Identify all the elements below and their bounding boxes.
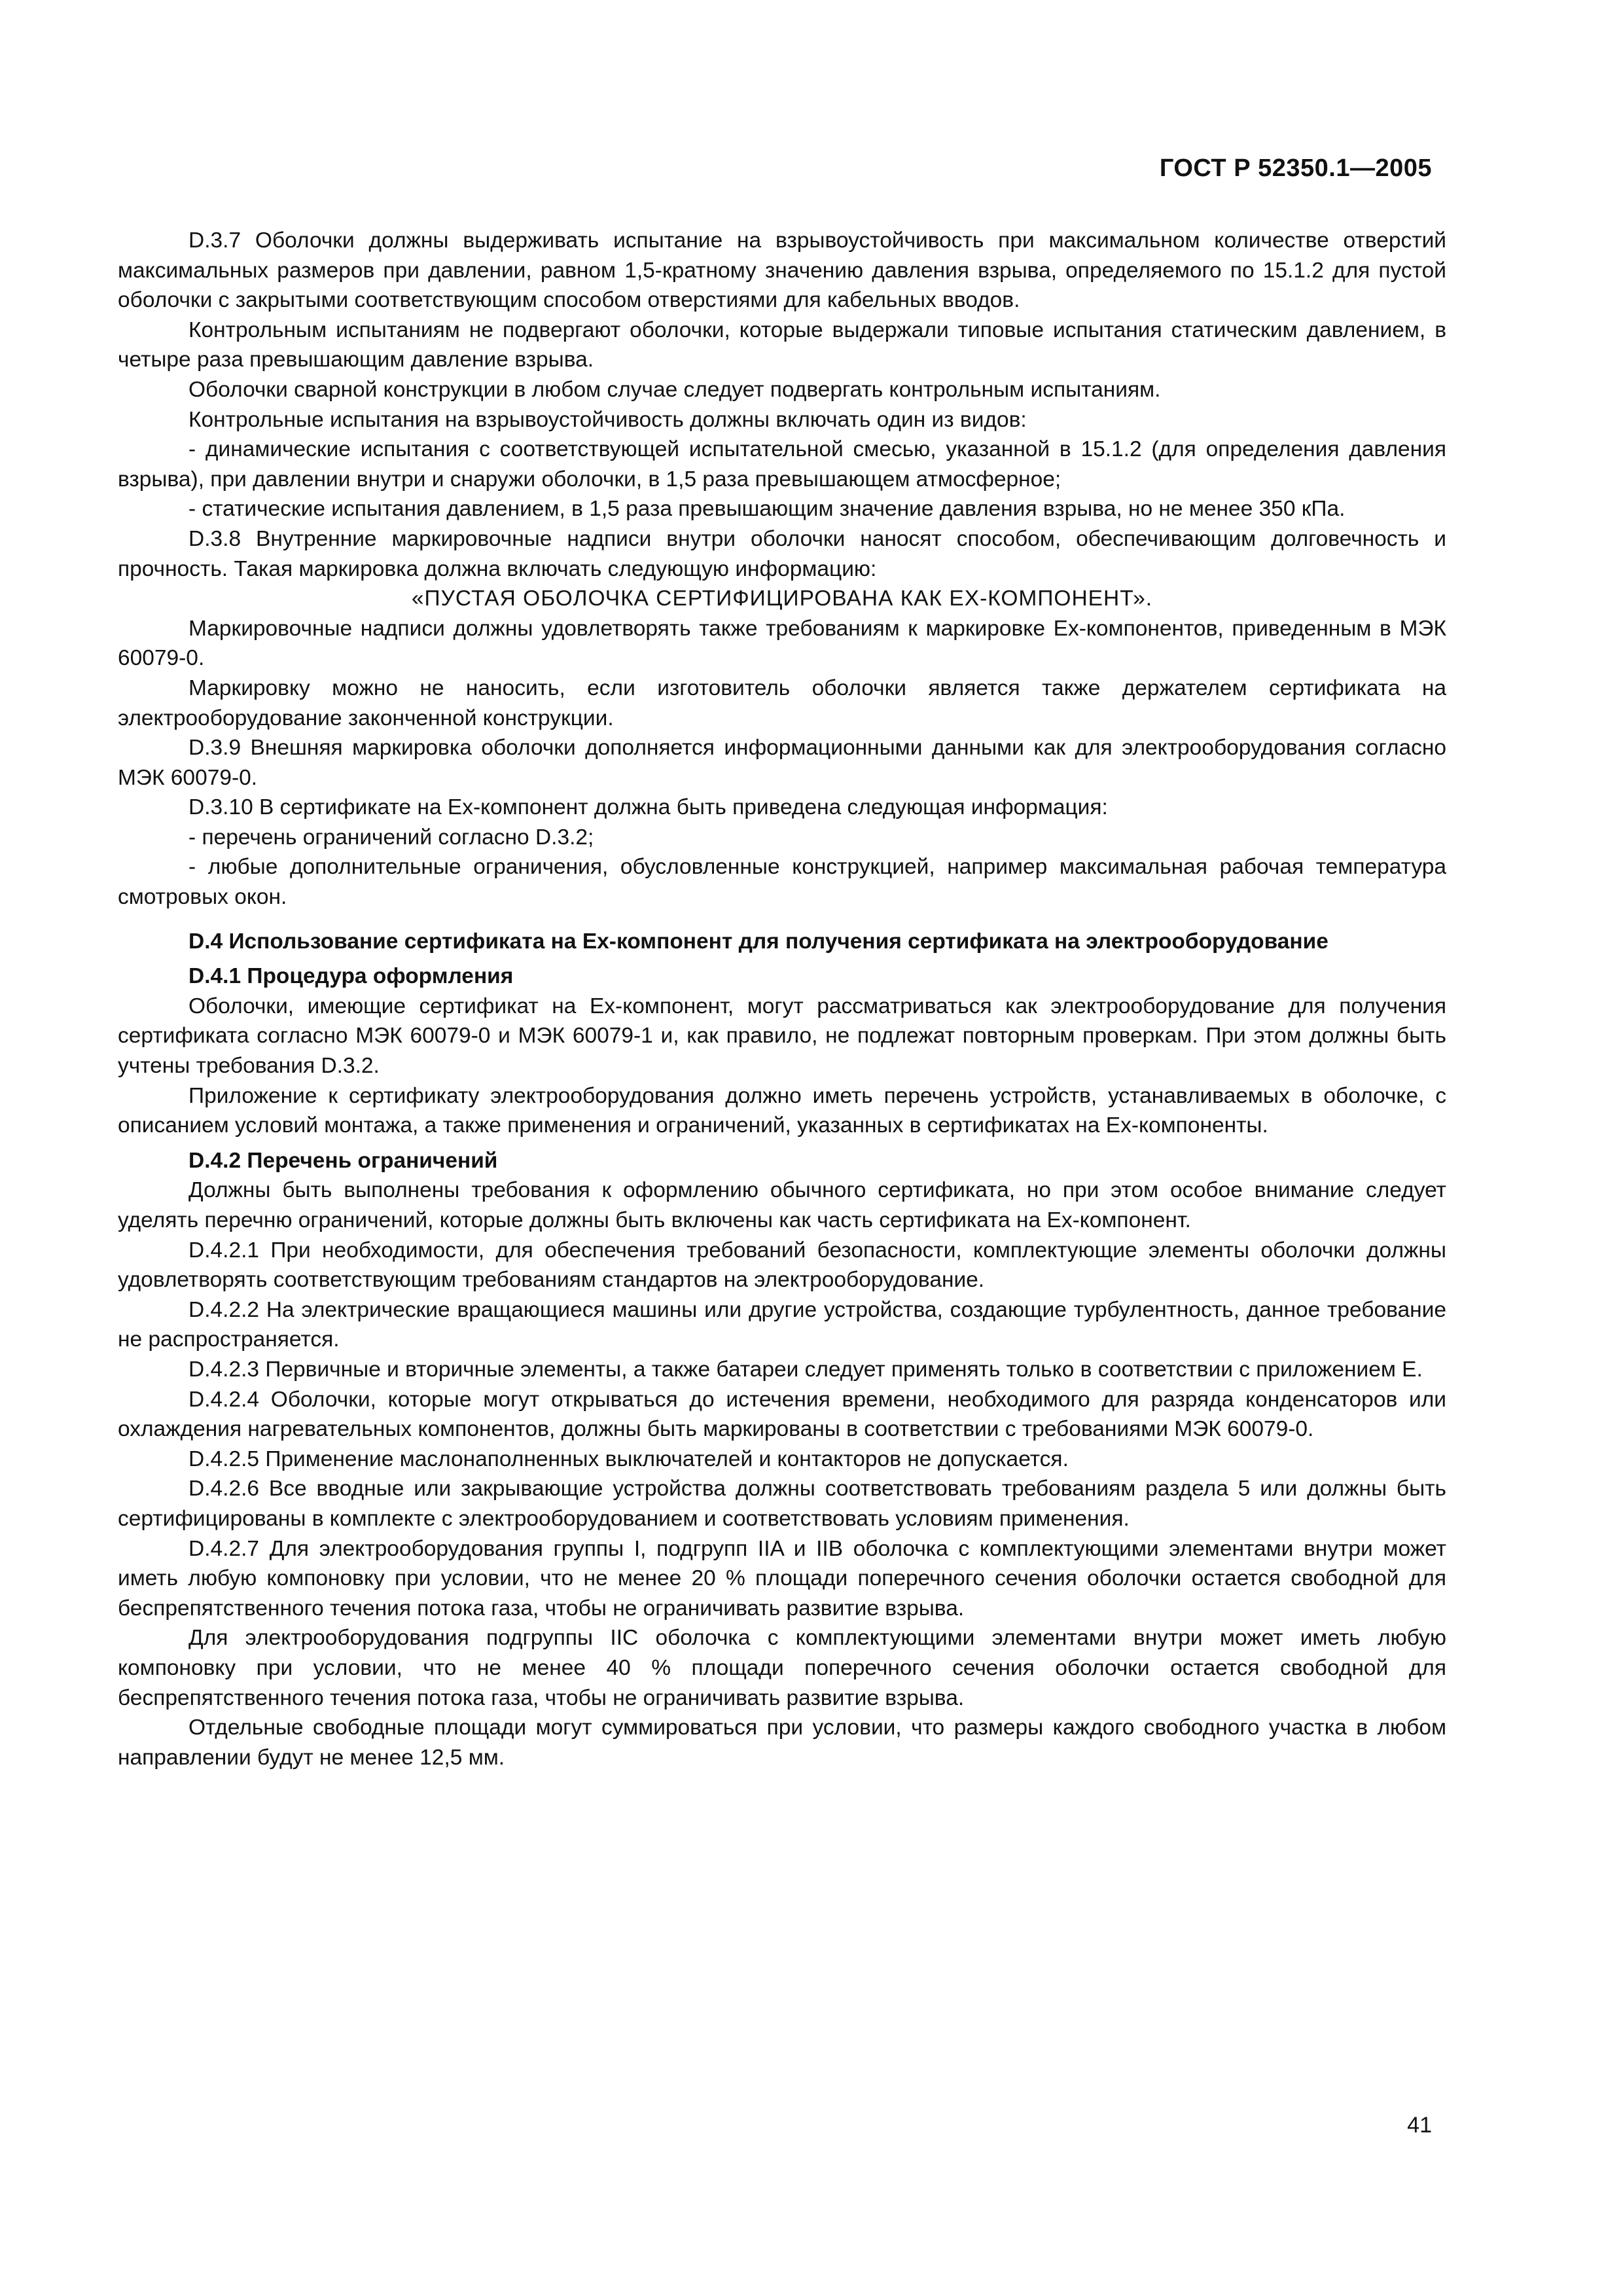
paragraph-d37: D.3.7 Оболочки должны выдерживать испытание на взрывоустойчивость при максимальном количестве отверстий максимальных размеров при давлении, равном 1,5-кратному значению давления взрыва, определяемого по 15.1.2 для пустой оболочки с закрытыми соответствующим способом отверстиями для кабельных вводов. <box>118 228 1446 313</box>
section-heading-d4: D.4 Использование сертификата на Ex-компонент для получения сертификата на электрооборудование <box>188 929 1329 954</box>
paragraph: Оболочки, имеющие сертификат на Ex-компонент, могут рассматриваться как электрооборудование для получения сертификата согласно МЭК 60079-0 и МЭК 60079-1 и, как правило, не подлежат повторным проверкам. При этом должны быть учтены требования D.3.2. <box>118 994 1446 1079</box>
list-item: - перечень ограничений согласно D.3.2; <box>188 825 594 850</box>
page-number: 41 <box>1407 2113 1432 2138</box>
list-item: - статические испытания давлением, в 1,5 раза превышающим значение давления взрыва, но не менее 350 кПа. <box>188 497 1346 522</box>
document-header-id: ГОСТ Р 52350.1—2005 <box>1159 154 1432 182</box>
paragraph-d426: D.4.2.6 Все вводные или закрывающие устройства должны соответствовать требованиям раздела 5 или должны быть сертифицированы в комплекте с электрооборудованием и соответствовать условиям применения. <box>118 1477 1446 1531</box>
paragraph: Контрольные испытания на взрывоустойчивость должны включать один из видов: <box>188 407 1027 432</box>
marking-text: «ПУСТАЯ ОБОЛОЧКА СЕРТИФИЦИРОВАНА КАК EX-КОМПОНЕНТ». <box>411 586 1153 611</box>
paragraph: Маркировочные надписи должны удовлетворять также требованиям к маркировке Ex-компонентов, приведенным в МЭК 60079-0. <box>118 616 1446 671</box>
paragraph: Для электрооборудования подгруппы IIC оболочка с комплектующими элементами внутри может иметь любую компоновку при условии, что не менее 40 % площади поперечного сечения оболочки остается свободной для беспрепятственного течения потока газа, чтобы не ограничивать развитие взрыва. <box>118 1626 1446 1710</box>
document-body <box>118 226 1446 1772</box>
paragraph: Приложение к сертификату электрооборудования должно иметь перечень устройств, устанавливаемых в оболочке, с описанием условий монтажа, а также применения и ограничений, указанных в сертификатах на Ex-компоненты. <box>118 1083 1446 1138</box>
paragraph-d421: D.4.2.1 При необходимости, для обеспечения требований безопасности, комплектующие элементы оболочки должны удовлетворять соответствующим требованиям стандартов на электрооборудование. <box>118 1238 1446 1293</box>
paragraph-d424: D.4.2.4 Оболочки, которые могут открываться до истечения времени, необходимого для разряда конденсаторов или охлаждения нагревательных компонентов, должны быть маркированы в соответствии с требованиями МЭК 60079-0. <box>118 1387 1446 1442</box>
paragraph-d38: D.3.8 Внутренние маркировочные надписи внутри оболочки наносят способом, обеспечивающим долговечность и прочность. Такая маркировка должна включать следующую информацию: <box>118 526 1446 581</box>
paragraph-d310: D.3.10 В сертификате на Ex-компонент должна быть приведена следующая информация: <box>188 795 1108 820</box>
paragraph-d423: D.4.2.3 Первичные и вторичные элементы, а также батареи следует применять только в соответствии с приложением Е. <box>188 1357 1423 1382</box>
paragraph-d425: D.4.2.5 Применение маслонаполненных выключателей и контакторов не допускается. <box>188 1446 1069 1471</box>
paragraph-d39: D.3.9 Внешняя маркировка оболочки дополняется информационными данными как для электрооборудования согласно МЭК 60079-0. <box>118 736 1446 790</box>
paragraph: Маркировку можно не наносить, если изготовитель оболочки является также держателем сертификата на электрооборудование законченной конструкции. <box>118 675 1446 730</box>
paragraph-d427: D.4.2.7 Для электрооборудования группы I, подгрупп IIA и IIB оболочка с комплектующими элементами внутри может иметь любую компоновку при условии, что не менее 20 % площади поперечного сечения оболочки остается свободной для беспрепятственного течения потока газа, чтобы не ограничивать развитие взрыва. <box>118 1536 1446 1621</box>
paragraph: Контрольным испытаниям не подвергают оболочки, которые выдержали типовые испытания статическим давлением, в четыре раза превышающим давление взрыва. <box>118 317 1446 372</box>
list-item: - динамические испытания с соответствующей испытательной смесью, указанной в 15.1.2 (для определения давления взрыва), при давлении внутри и снаружи оболочки, в 1,5 раза превышающем атмосферное; <box>118 437 1446 492</box>
paragraph-d422: D.4.2.2 На электрические вращающиеся машины или другие устройства, создающие турбулентность, данное требование не распространяется. <box>118 1297 1446 1352</box>
paragraph: Должны быть выполнены требования к оформлению обычного сертификата, но при этом особое внимание следует уделять перечню ограничений, которые должны быть включены как часть сертификата на Ex-компонент. <box>118 1178 1446 1232</box>
paragraph: Отдельные свободные площади могут суммироваться при условии, что размеры каждого свободного участка в любом направлении будут не менее 12,5 мм. <box>118 1715 1446 1770</box>
subsection-heading-d42: D.4.2 Перечень ограничений <box>188 1148 498 1173</box>
list-item: - любые дополнительные ограничения, обусловленные конструкцией, например максимальная рабочая температура смотровых окон. <box>118 855 1446 910</box>
subsection-heading-d41: D.4.1 Процедура оформления <box>188 964 514 989</box>
paragraph: Оболочки сварной конструкции в любом случае следует подвергать контрольным испытаниям. <box>188 377 1161 402</box>
